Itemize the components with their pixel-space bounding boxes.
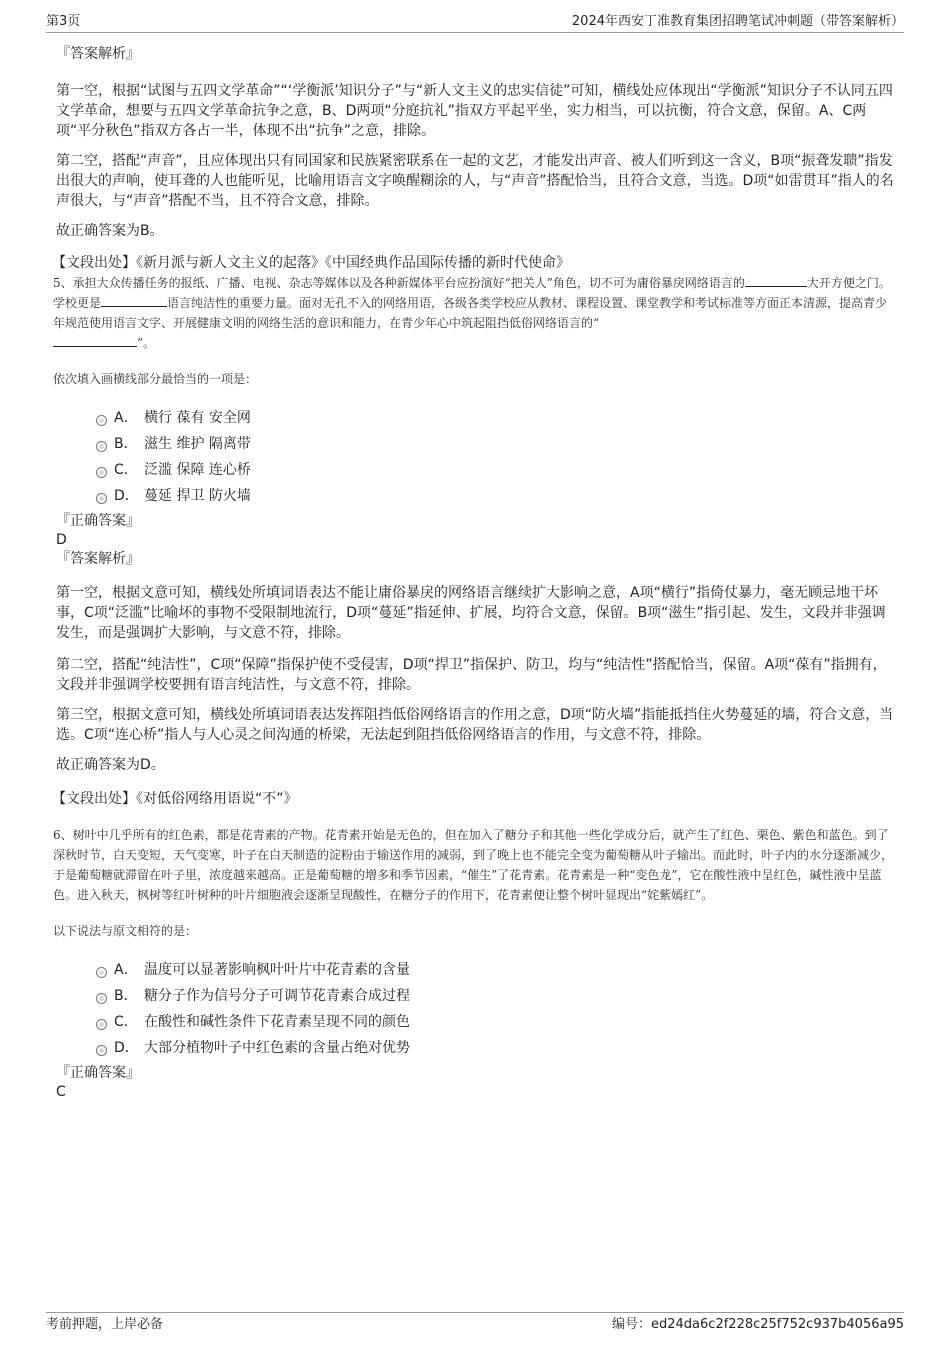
option-key: B．	[114, 436, 138, 452]
option-key: B．	[114, 988, 138, 1004]
radio-icon[interactable]	[96, 467, 107, 478]
q5-analysis-para-3: 第三空，根据文意可知，横线处所填词语表达发挥阻挡低俗网络语言的作用之意，D项“防火墙”指能抵挡住火势蔓延的墙，符合文意，当选。C项“连心桥”指人与人心灵之间沟通的桥梁，无法起到阻挡低俗网络语言的作用，与文意不符，排除。	[56, 707, 894, 743]
option-key: D．	[114, 488, 139, 504]
radio-icon[interactable]	[96, 967, 107, 978]
radio-icon[interactable]	[96, 493, 107, 504]
q4-analysis-para-1: 第一空，根据“试图与五四文学革命”“‘学衡派’知识分子”与“新人文主义的忠实信徒”可知，横线处应体现出“学衡派”知识分子不认同五四文学革命，想要与五四文学革命抗争之意，B、D两项“分庭抗礼”指双方平起平坐，实力相当，可以抗衡，符合文意，保留。A、C两项“平分秋色”指双方各占一半，体现不出“抗争”之意，排除。	[56, 83, 893, 139]
radio-icon[interactable]	[96, 1019, 107, 1030]
q5-blank-2	[101, 293, 167, 307]
radio-icon[interactable]	[96, 1045, 107, 1056]
q5-stem-part-3: 语言纯洁性的重要力量。面对无孔不入的网络用语，各级各类学校应从教材、课程设置、课堂教学和考试标准等方面正本清源，提高青少年规范使用语言文字、开展健康文明的网络生活的意识和能力，在青少年心中筑起阻挡低俗网络语言的“	[53, 296, 888, 330]
q5-answer-label: 『正确答案』	[56, 513, 140, 529]
q5-stem-part-2: 大开方便之门。学校更是	[53, 276, 891, 310]
document-title: 2024年西安丁准教育集团招聘笔试冲刺题（带答案解析）	[571, 14, 904, 29]
option-key: C．	[114, 1014, 138, 1030]
q5-analysis-para-1: 第一空，根据文意可知，横线处所填词语表达不能让庸俗暴戾的网络语言继续扩大影响之意，A项“横行”指倚仗暴力，毫无顾忌地干坏事，C项“泛滥”比喻坏的事物不受限制地流行，D项“蔓延”指延伸、扩展，均符合文意，保留。B项“滋生”指引起、发生，文段并非强调发生，而是强调扩大影响，与文意不符，排除。	[56, 585, 886, 641]
page-header	[46, 12, 904, 33]
q6-answer: C	[56, 1084, 66, 1100]
q5-stem	[53, 273, 896, 353]
q6-instruction: 以下说法与原文相符的是：	[53, 924, 198, 938]
q6-option-c[interactable]	[96, 1009, 896, 1035]
q5-analysis-label: 『答案解析』	[56, 551, 140, 567]
q6-option-d[interactable]	[96, 1035, 896, 1061]
page-footer	[46, 1312, 904, 1333]
q5-blank-3	[53, 333, 137, 347]
q5-option-b[interactable]	[96, 431, 896, 457]
q4-source: 【文段出处】《新月派与新人文主义的起落》《中国经典作品国际传播的新时代使命》	[52, 255, 570, 271]
document-body	[52, 44, 896, 1101]
q5-analysis-para-2: 第二空，搭配“纯洁性”，C项“保障”指保护使不受侵害，D项“捍卫”指保护、防卫，均与“纯洁性”搭配恰当，保留。A项“葆有”指拥有，文段并非强调学校要拥有语言纯洁性，与文意不符，排除。	[56, 657, 887, 693]
option-text: 滋生 维护 隔离带	[144, 436, 251, 452]
q5-source: 【文段出处】《对低俗网络用语说“不”》	[52, 791, 298, 807]
q5-instruction: 依次填入画横线部分最恰当的一项是：	[53, 372, 258, 386]
option-text: 在酸性和碱性条件下花青素呈现不同的颜色	[144, 1014, 410, 1030]
option-text: 泛滥 保障 连心桥	[144, 462, 251, 478]
q6-option-b[interactable]	[96, 983, 896, 1009]
radio-icon[interactable]	[96, 993, 107, 1004]
q5-option-a[interactable]	[96, 405, 896, 431]
q5-blank-1	[745, 273, 807, 287]
q5-options	[96, 405, 896, 509]
option-text: 蔓延 捍卫 防火墙	[144, 488, 251, 504]
q6-options	[96, 957, 896, 1061]
q6-option-a[interactable]	[96, 957, 896, 983]
footer-serial: 编号：ed24da6c2f228c25f752c937b4056a95	[612, 1317, 904, 1332]
option-key: A．	[114, 962, 138, 978]
option-key: A．	[114, 410, 138, 426]
q5-option-d[interactable]	[96, 483, 896, 509]
q4-analysis-label: 『答案解析』	[56, 46, 140, 62]
q5-stem-part-4: ”。	[137, 336, 156, 350]
q4-analysis-para-2: 第二空，搭配“声音”，且应体现出只有同国家和民族紧密联系在一起的文艺，才能发出声音、被人们听到这一含义，B项“振聋发聩”指发出很大的声响，使耳聋的人也能听见，比喻用语言文字唤醒糊涂的人，与“声音”搭配恰当，且符合文意，当选。D项“如雷贯耳”指人的名声很大，与“声音”搭配不当，且不符合文意，排除。	[56, 153, 894, 209]
q5-option-c[interactable]	[96, 457, 896, 483]
q6-stem: 6、树叶中几乎所有的红色素，都是花青素的产物。花青素开始是无色的，但在加入了糖分子和其他一些化学成分后，就产生了红色、栗色、紫色和蓝色。到了深秋时节，白天变短，天气变寒，叶子在白天制造的淀粉由于输送作用的减弱，到了晚上也不能完全变为葡萄糖从叶子输出。而此时，叶子内的水分逐渐减少，于是葡萄糖就滞留在叶子里，浓度越来越高。正是葡萄糖的增多和季节因素，“催生”了花青素。花青素是一种“变色龙”，它在酸性液中呈红色，碱性液中呈蓝色。进入秋天，枫树等红叶树种的叶片细胞液会逐渐呈现酸性，在糖分子的作用下，花青素便让整个树叶显现出“姹紫嫣红”。	[53, 828, 894, 902]
q4-conclusion: 故正确答案为B。	[56, 223, 164, 239]
radio-icon[interactable]	[96, 441, 107, 452]
radio-icon[interactable]	[96, 415, 107, 426]
q6-answer-label: 『正确答案』	[56, 1065, 140, 1081]
q5-conclusion: 故正确答案为D。	[56, 757, 165, 773]
footer-slogan: 考前押题，上岸必备	[46, 1317, 164, 1332]
option-text: 大部分植物叶子中红色素的含量占绝对优势	[144, 1040, 410, 1056]
option-text: 横行 葆有 安全网	[144, 410, 251, 426]
page-number: 第3页	[46, 14, 81, 29]
q5-answer: D	[56, 532, 67, 548]
option-key: C．	[114, 462, 138, 478]
q5-stem-part-1: 5、承担大众传播任务的报纸、广播、电视、杂志等媒体以及各种新媒体平台应扮演好“把关人”角色，切不可为庸俗暴戾网络语言的	[53, 276, 745, 290]
option-text: 糖分子作为信号分子可调节花青素合成过程	[144, 988, 410, 1004]
option-key: D．	[114, 1040, 139, 1056]
option-text: 温度可以显著影响枫叶叶片中花青素的含量	[144, 962, 410, 978]
